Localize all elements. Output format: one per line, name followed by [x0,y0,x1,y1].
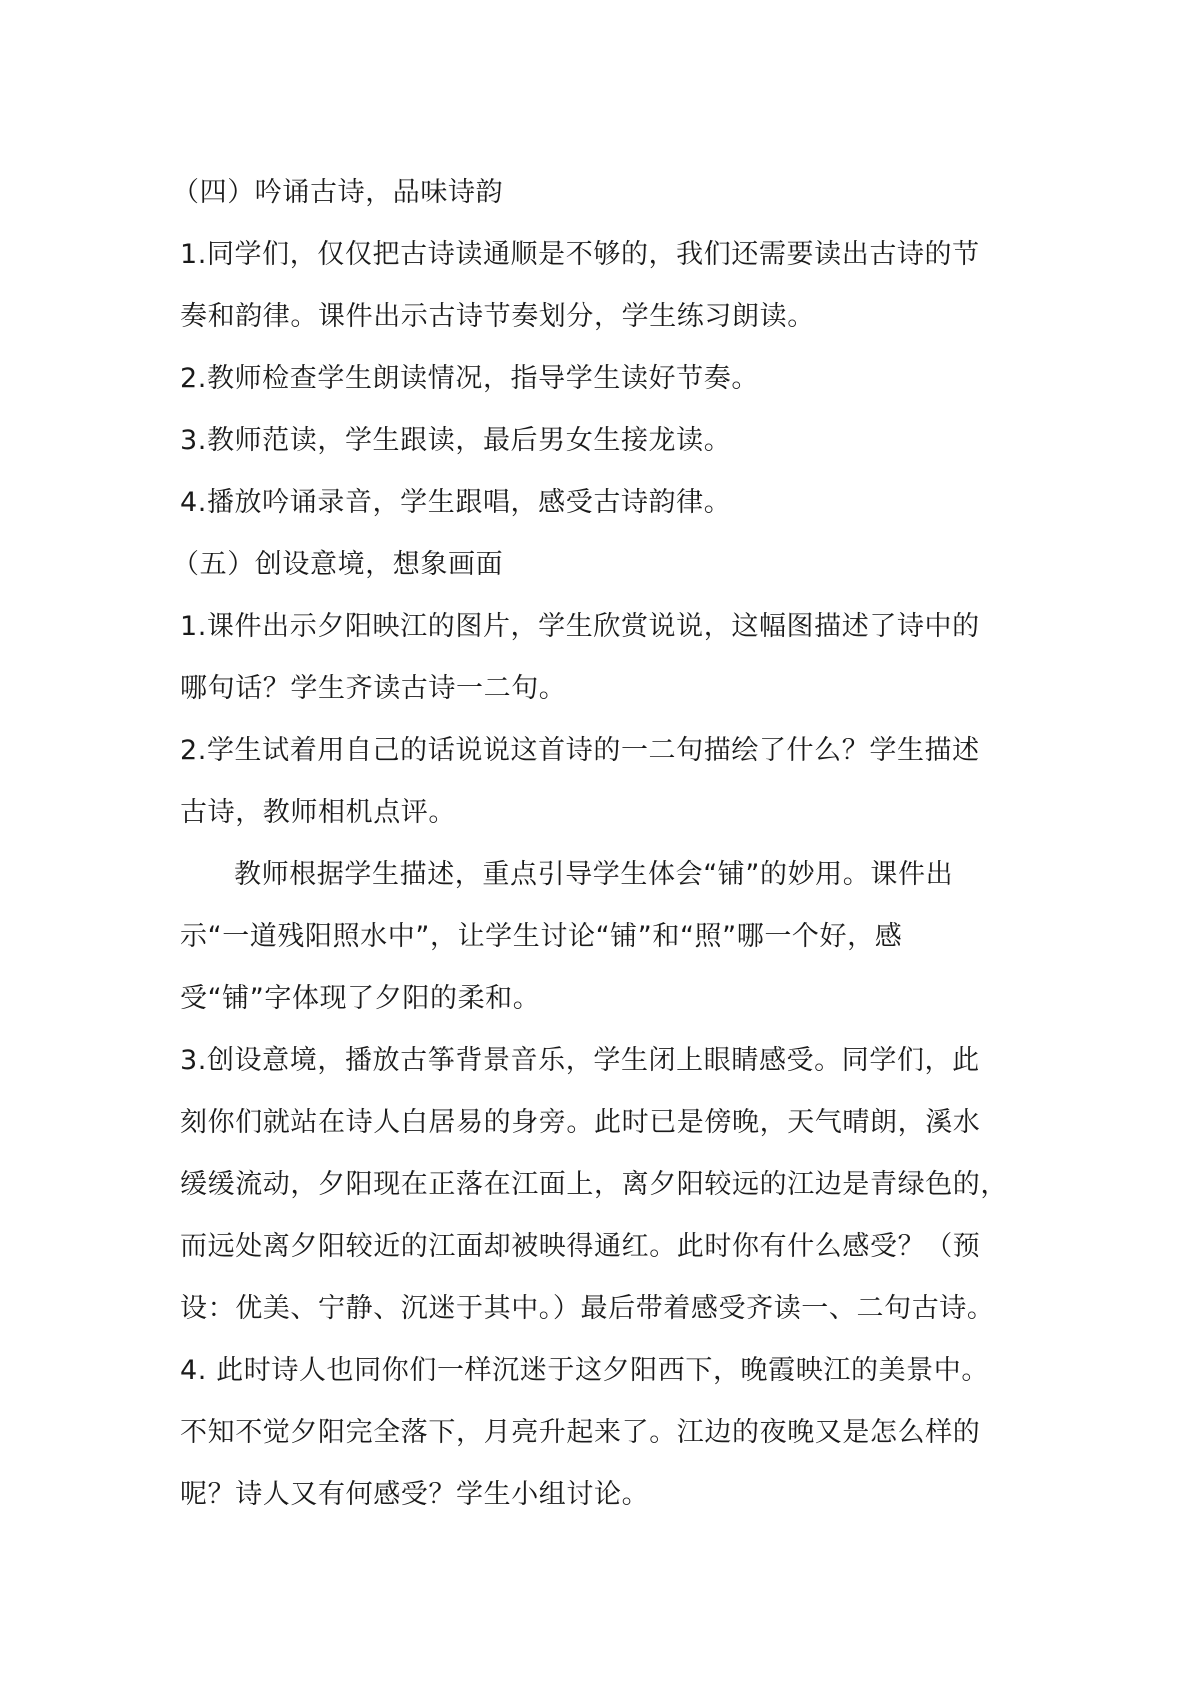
paragraph-line: 4.播放吟诵录音，学生跟唱，感受古诗韵律。 [180,487,732,518]
section-heading-5: （五）创设意境，想象画面 [172,549,504,580]
paragraph-line: 古诗，教师相机点评。 [180,797,456,828]
paragraph-line: 奏和韵律。课件出示古诗节奏划分，学生练习朗读。 [180,301,815,332]
paragraph-line: 教师根据学生描述，重点引导学生体会“铺”的妙用。课件出 [234,859,954,890]
document-body [172,162,1020,1526]
paragraph-line: 不知不觉夕阳完全落下，月亮升起来了。江边的夜晚又是怎么样的 [180,1417,981,1448]
paragraph-line: 受“铺”字体现了夕阳的柔和。 [180,983,541,1014]
paragraph-line: 1.同学们，仅仅把古诗读通顺是不够的，我们还需要读出古诗的节 [180,239,980,270]
paragraph-line: 设：优美、宁静、沉迷于其中。）最后带着感受齐读一、二句古诗。 [180,1293,995,1324]
paragraph-line: 3.创设意境，播放古筝背景音乐，学生闭上眼睛感受。同学们，此 [180,1045,980,1076]
paragraph-line: 4. 此时诗人也同你们一样沉迷于这夕阳西下，晚霞映江的美景中。 [180,1355,989,1386]
paragraph-line: 2.教师检查学生朗读情况，指导学生读好节奏。 [180,363,759,394]
paragraph-line: 哪句话？学生齐读古诗一二句。 [180,673,567,704]
paragraph-line: 2.学生试着用自己的话说说这首诗的一二句描绘了什么？学生描述 [180,735,980,766]
paragraph-line: 3.教师范读，学生跟读，最后男女生接龙读。 [180,425,732,456]
paragraph-line: 1.课件出示夕阳映江的图片，学生欣赏说说，这幅图描述了诗中的 [180,611,980,642]
paragraph-line: 呢？诗人又有何感受？学生小组讨论。 [180,1479,650,1510]
section-heading-4: （四）吟诵古诗，品味诗韵 [172,177,504,208]
paragraph-line: 缓缓流动，夕阳现在正落在江面上，离夕阳较远的江边是青绿色的， [180,1169,1008,1200]
paragraph-line: 而远处离夕阳较近的江面却被映得通红。此时你有什么感受？（预 [180,1231,981,1262]
paragraph-line: 刻你们就站在诗人白居易的身旁。此时已是傍晚，天气晴朗，溪水 [180,1107,981,1138]
paragraph-line: 示“一道残阳照水中”，让学生讨论“铺”和“照”哪一个好，感 [180,921,903,952]
